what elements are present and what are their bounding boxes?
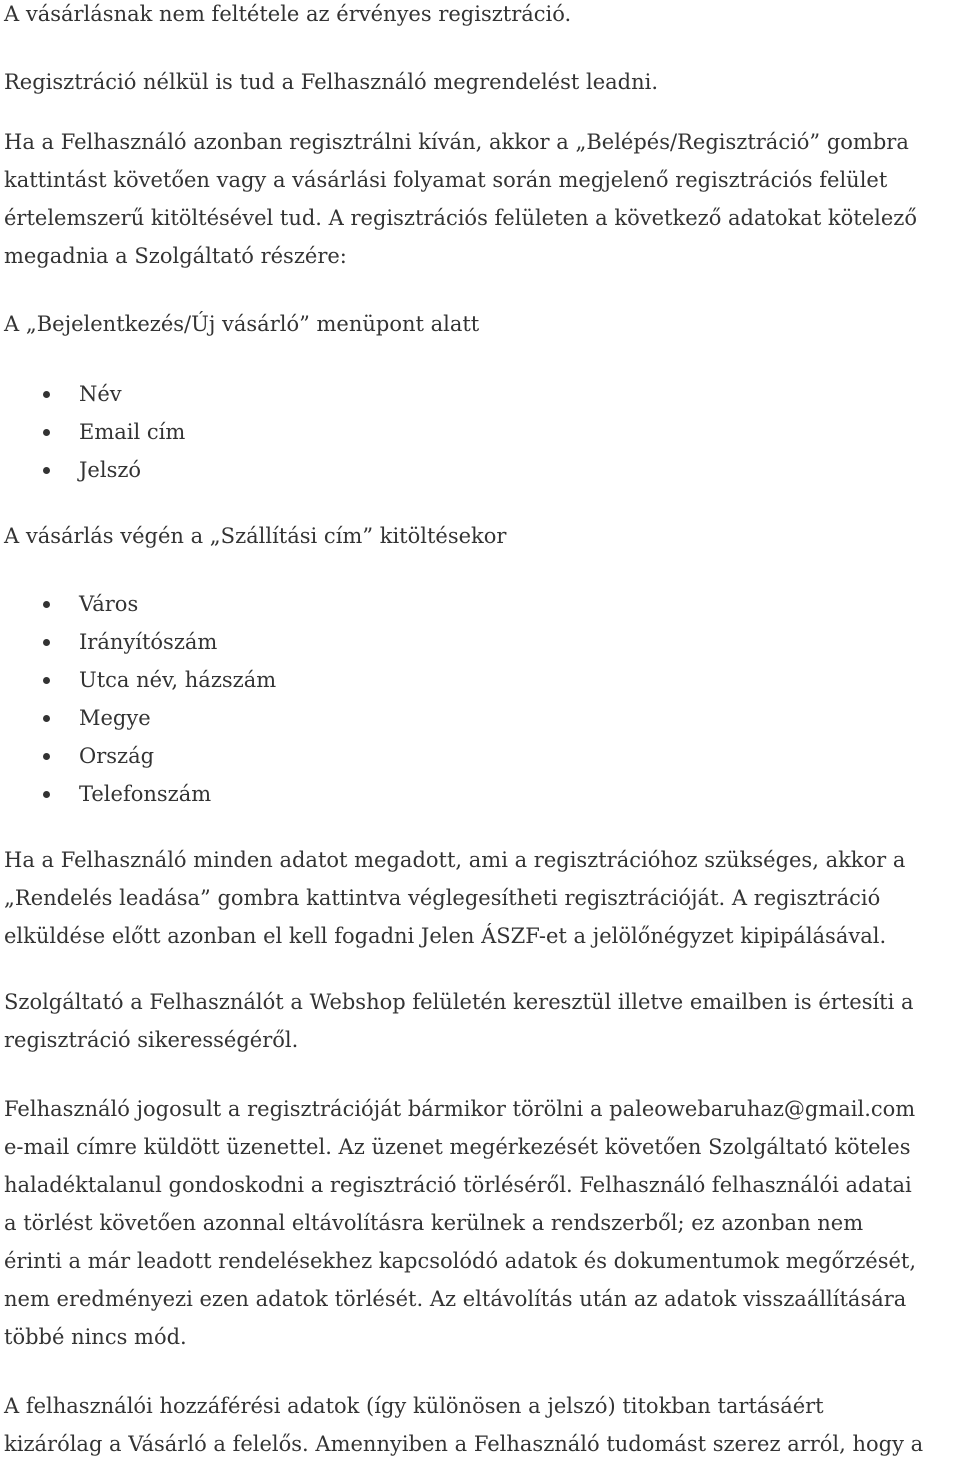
text-line: Felhasználó jogosult a regisztrációját bármikor törölni a paleowebaruhaz@gmail.com	[4, 1097, 916, 1121]
bullet-icon	[43, 391, 50, 398]
login-fields-list	[4, 375, 185, 489]
list-item	[4, 375, 185, 413]
list-item-label: Név	[79, 382, 122, 406]
text-line: haladéktalanul gondoskodni a regisztráció törléséről. Felhasználó felhasználói adatai	[4, 1173, 912, 1197]
list-item	[4, 699, 276, 737]
shipping-fields-list	[4, 585, 276, 813]
text-line: elküldése előtt azonban el kell fogadni Jelen ÁSZF-et a jelölőnégyzet kipipálásával.	[4, 924, 887, 948]
list-item	[4, 413, 185, 451]
list-item-label: Irányítószám	[79, 630, 218, 654]
list-item	[4, 737, 276, 775]
paragraph-registration-process	[4, 123, 917, 275]
paragraph-deletion	[4, 1090, 916, 1356]
text-line: megadnia a Szolgáltató részére:	[4, 244, 347, 268]
text-line: e-mail címre küldött üzenettel. Az üzenet megérkezését követően Szolgáltató köteles	[4, 1135, 911, 1159]
text-line: érinti a már leadott rendelésekhez kapcsolódó adatok és dokumentumok megőrzését,	[4, 1249, 917, 1273]
text-line: a törlést követően azonnal eltávolításra kerülnek a rendszerből; ez azonban nem	[4, 1211, 864, 1235]
text-line: A vásárlásnak nem feltétele az érvényes regisztráció.	[4, 2, 572, 26]
list-item-label: Ország	[79, 744, 155, 768]
text-line: Ha a Felhasználó azonban regisztrálni kíván, akkor a „Belépés/Regisztráció” gombra	[4, 130, 909, 154]
list-item	[4, 661, 276, 699]
text-line: A „Bejelentkezés/Új vásárló” menüpont alatt	[4, 312, 480, 336]
list-item-label: Város	[79, 592, 139, 616]
text-line: nem eredményezi ezen adatok törlését. Az eltávolítás után az adatok visszaállítására	[4, 1287, 907, 1311]
paragraph-credentials-responsibility	[4, 1387, 923, 1463]
list-item	[4, 585, 276, 623]
text-line: regisztráció sikerességéről.	[4, 1028, 299, 1052]
list-item-label: Telefonszám	[79, 782, 212, 806]
text-line: Szolgáltató a Felhasználót a Webshop felületén keresztül illetve emailben is értesíti a	[4, 990, 914, 1014]
paragraph-registration-not-required	[4, 0, 571, 33]
bullet-icon	[43, 429, 50, 436]
text-line: „Rendelés leadása” gombra kattintva véglegesítheti regisztrációját. A regisztráció	[4, 886, 881, 910]
bullet-icon	[43, 467, 50, 474]
list-item-label: Utca név, házszám	[79, 668, 277, 692]
list-item	[4, 451, 185, 489]
text-line: kizárólag a Vásárló a felelős. Amennyiben a Felhasználó tudomást szerez arról, hogy a	[4, 1432, 924, 1456]
list-item-label: Email cím	[79, 420, 186, 444]
text-line: Ha a Felhasználó minden adatot megadott, ami a regisztrációhoz szükséges, akkor a	[4, 848, 906, 872]
paragraph-finalize-registration	[4, 841, 905, 955]
text-line: A vásárlás végén a „Szállítási cím” kitöltésekor	[4, 524, 507, 548]
list-item	[4, 775, 276, 813]
bullet-icon	[43, 791, 50, 798]
list-item-label: Jelszó	[79, 458, 142, 482]
bullet-icon	[43, 715, 50, 722]
text-line: A felhasználói hozzáférési adatok (így különösen a jelszó) titokban tartásáért	[4, 1394, 824, 1418]
text-line: többé nincs mód.	[4, 1325, 187, 1349]
bullet-icon	[43, 639, 50, 646]
text-line: kattintást követően vagy a vásárlási folyamat során megjelenő regisztrációs felület	[4, 168, 888, 192]
text-line: Regisztráció nélkül is tud a Felhasználó megrendelést leadni.	[4, 70, 659, 94]
text-line: értelemszerű kitöltésével tud. A regisztrációs felületen a következő adatokat kötelező	[4, 206, 918, 230]
paragraph-shipping-address	[4, 517, 506, 555]
bullet-icon	[43, 601, 50, 608]
bullet-icon	[43, 677, 50, 684]
list-item-label: Megye	[79, 706, 151, 730]
list-item	[4, 623, 276, 661]
paragraph-notification	[4, 983, 914, 1059]
paragraph-login-menu	[4, 305, 479, 343]
bullet-icon	[43, 753, 50, 760]
paragraph-order-without-registration	[4, 63, 658, 101]
